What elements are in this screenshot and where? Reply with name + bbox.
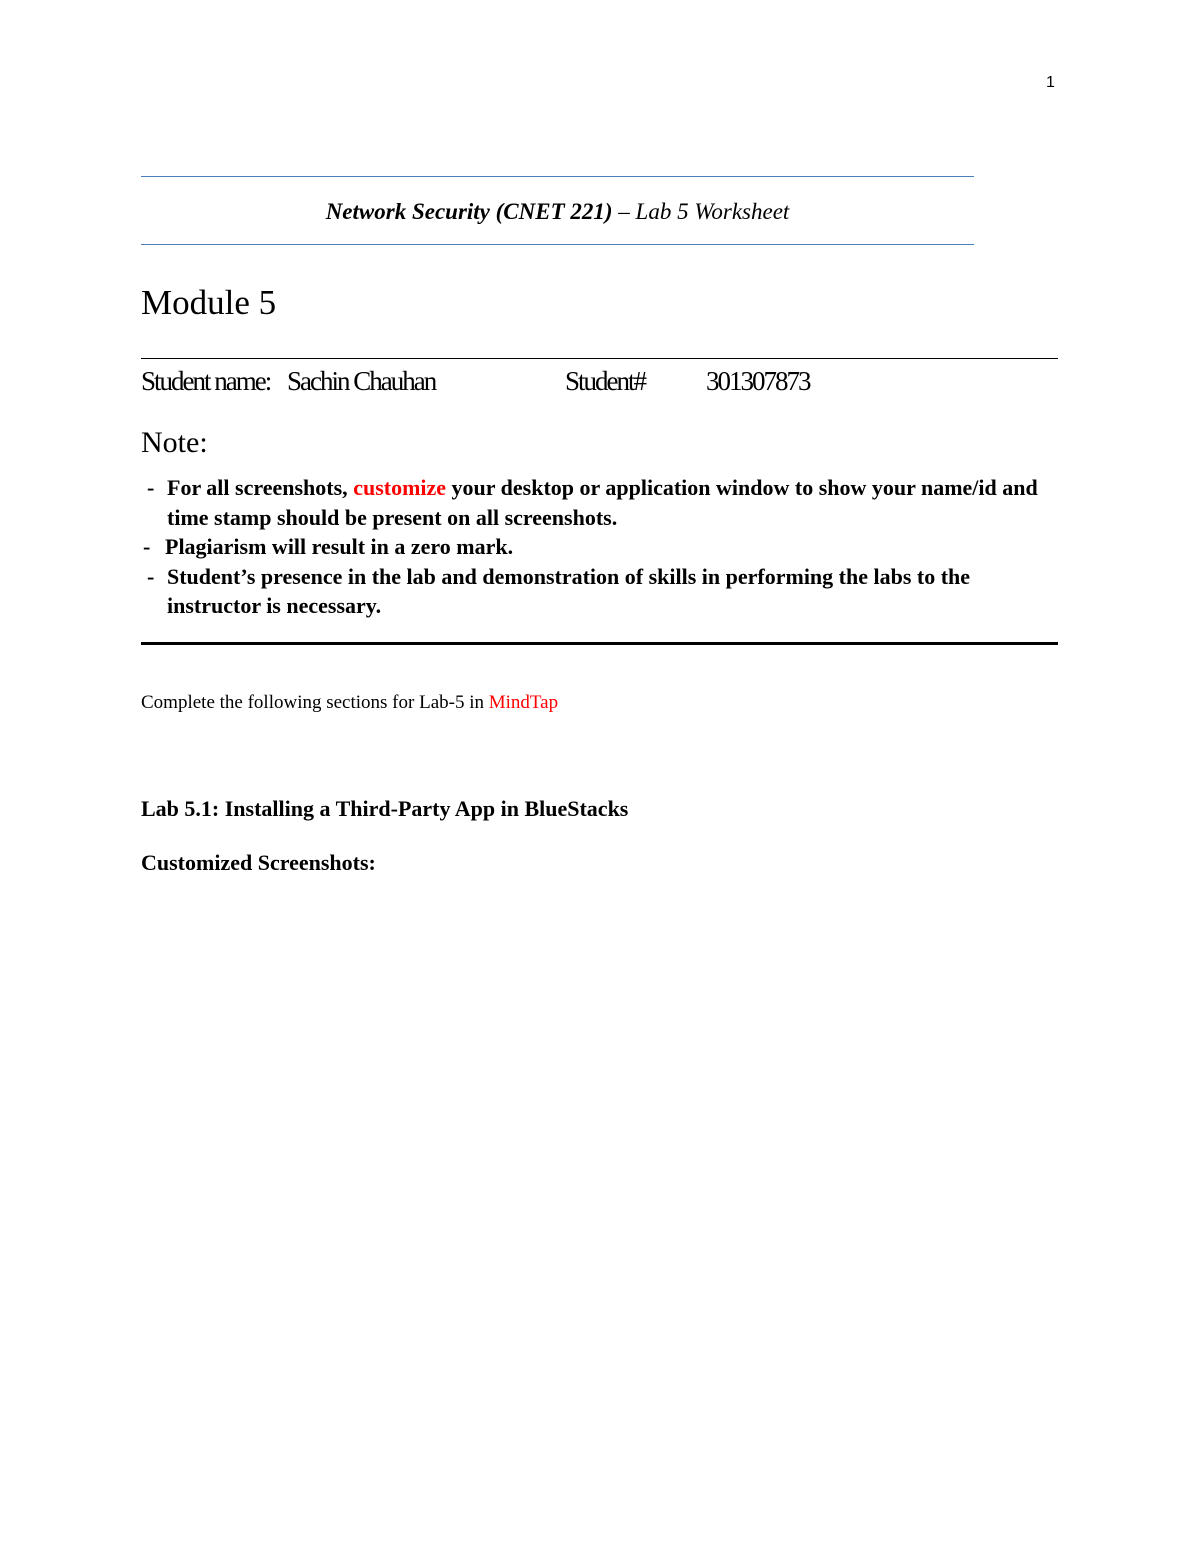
lab-heading: Lab 5.1: Installing a Third-Party App in BlueStacks bbox=[141, 796, 629, 821]
note-heading: Note: bbox=[141, 426, 208, 459]
student-number-label: Student# bbox=[565, 366, 646, 396]
note-item-screenshots bbox=[141, 473, 1058, 532]
note-list bbox=[141, 473, 1058, 621]
course-title-worksheet: – Lab 5 Worksheet bbox=[612, 199, 790, 224]
instruction-text: Complete the following sections for Lab-5 in bbox=[141, 692, 489, 713]
note-dash: - bbox=[147, 563, 155, 589]
student-name-value: Sachin Chauhan bbox=[287, 366, 436, 396]
note-dash: - bbox=[143, 534, 151, 559]
note-text: For all screenshots, bbox=[167, 475, 354, 500]
student-top-rule bbox=[141, 358, 1058, 359]
note-item-plagiarism bbox=[141, 532, 1058, 562]
screenshots-label: Customized Screenshots: bbox=[141, 850, 376, 875]
student-name-label: Student name: bbox=[141, 366, 271, 396]
header-bottom-rule bbox=[141, 244, 974, 245]
course-title bbox=[141, 199, 974, 225]
note-text: Student’s presence in the lab and demonstration of skills in performing the labs to the instructor is necessary. bbox=[167, 563, 971, 618]
note-bottom-rule bbox=[141, 642, 1058, 645]
customize-highlight: customize bbox=[353, 475, 447, 500]
mindtap-link[interactable]: MindTap bbox=[488, 692, 559, 713]
note-text: your desktop or application window to show your name/id and time stamp should be present on all screenshots. bbox=[167, 475, 1038, 530]
module-heading: Module 5 bbox=[141, 283, 277, 322]
note-dash: - bbox=[147, 475, 155, 500]
instruction-line bbox=[141, 692, 558, 714]
note-item-presence bbox=[141, 562, 1058, 621]
header-top-rule bbox=[141, 176, 974, 177]
page-number: 1 bbox=[1046, 74, 1055, 91]
note-text: Plagiarism will result in a zero mark. bbox=[165, 534, 514, 559]
student-number-value: 301307873 bbox=[706, 366, 810, 396]
course-title-name: Network Security (CNET 221) bbox=[325, 199, 613, 224]
